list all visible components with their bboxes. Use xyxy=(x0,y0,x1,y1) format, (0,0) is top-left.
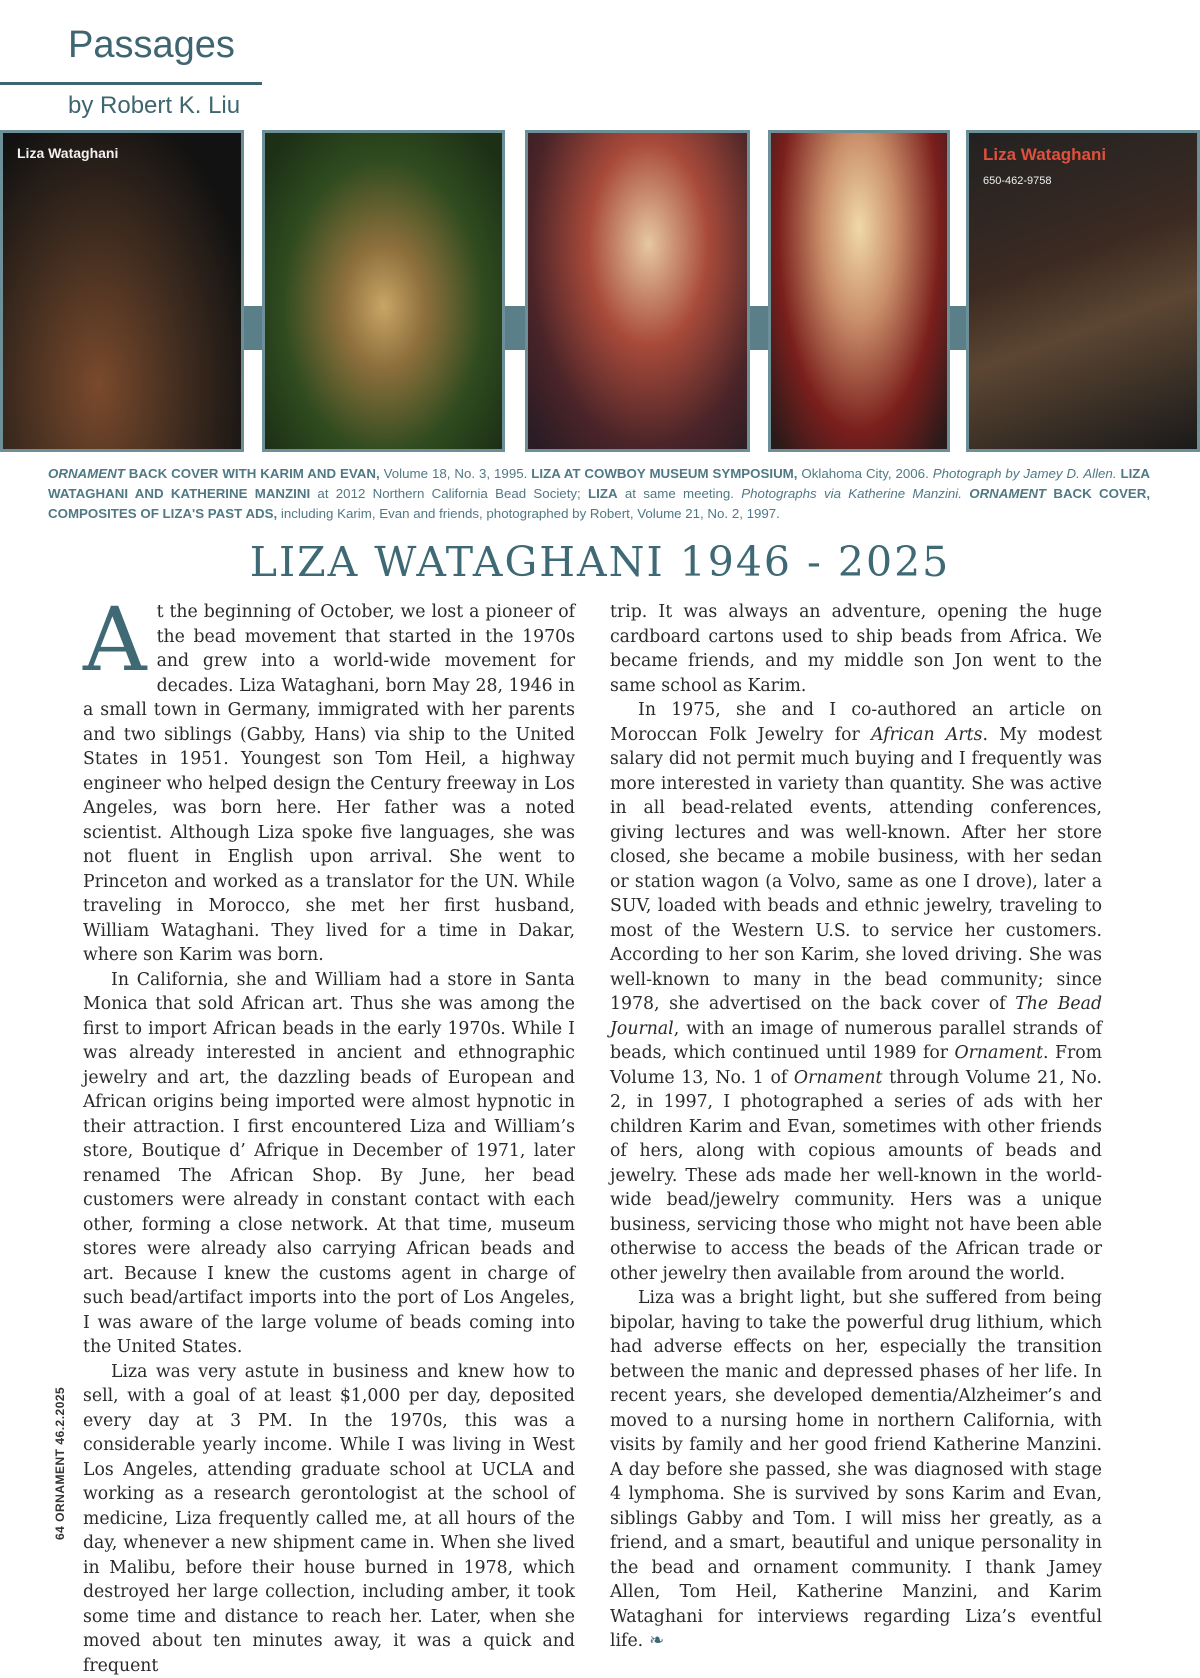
photo-liza-portrait xyxy=(768,130,950,452)
article-title: LIZA WATAGHANI 1946 - 2025 xyxy=(0,538,1200,586)
photo-caption: ORNAMENT BACK COVER WITH KARIM AND EVAN, Volume 18, No. 3, 1995. LIZA AT COWBOY MUSEUM SYMPOSIUM, Oklahoma City, 2006. Photograph by Jamey D. Allen. LIZA WATAGHANI AND KATHERINE MANZINI at 2012 Northern California Bead Society; LIZA at same meeting. Photographs via Katherine Manzini. ORNAMENT BACK COVER, COMPOSITES OF LIZA'S PAST ADS, including Karim, Evan and friends, photographed by Robert, Volume 21, No. 2, 1997. xyxy=(48,464,1150,524)
article-column-right xyxy=(610,600,1102,1654)
article-column-left xyxy=(83,600,575,1678)
ornament-end-icon: ❧ xyxy=(649,1630,664,1651)
photo-overlay-title: Liza Wataghani xyxy=(17,145,118,161)
photo-strip xyxy=(0,130,1200,452)
paragraph: At the beginning of October, we lost a pioneer of the bead movement that started in the 1970s and grew into a world-wide movement for decades. Liza Wataghani, born May 28, 1946 in a small town in Germany, immigrated with her parents and two siblings (Gabby, Hans) via ship to the United States in 1951. Youngest son Tom Heil, a highway engineer who helped design the Century freeway in Los Angeles, was born here. Her father was a noted scientist. Although Liza spoke five languages, she was not fluent in English upon arrival. She went to Princeton and worked as a translator for the UN. While traveling in Morocco, she met her first husband, William Wataghani. They lived for a time in Dakar, where son Karim was born. xyxy=(83,600,575,968)
section-header xyxy=(0,18,262,120)
paragraph: In 1975, she and I co-authored an article on Moroccan Folk Jewelry for African Arts. My modest salary did not permit much buying and I frequently was more interested in variety than quantity. She was active in all bead-related events, attending conferences, giving lectures and was well-known. After her store closed, she became a mobile business, with her sedan or station wagon (a Volvo, same as one I drove), later a SUV, loaded with beads and ethnic jewelry, traveling to most of the Western U.S. to service her customers. According to her son Karim, she loved driving. She was well-known to many in the bead community; since 1978, she advertised on the back cover of The Bead Journal, with an image of numerous parallel strands of beads, which continued until 1989 for Ornament. From Volume 13, No. 1 of Ornament through Volume 21, No. 2, in 1997, I photographed a series of ads with her children Karim and Evan, sometimes with other friends of hers, along with copious amounts of beads and jewelry. These ads made her well-known in the world-wide bead/jewelry community. Hers was a unique business, servicing those who might not have been able otherwise to access the beads of the African trade or other jewelry then available from around the world. xyxy=(610,698,1102,1286)
paragraph: In California, she and William had a store in Santa Monica that sold African art. Thus she was among the first to import African beads in the early 1970s. While I was already interested in ancient and ethnographic jewelry and art, the dazzling beads of European and African origins being imported were almost hypnotic in their attraction. I first encountered Liza and William’s store, Boutique d’ Afrique in December of 1971, later renamed The African Shop. By June, her bead customers were already in constant contact with each other, forming a close network. At that time, museum stores were already also carrying African beads and art. Because I knew the customs agent in charge of such bead/artifact imports into the port of Los Angeles, I was aware of the large volume of beads coming into the United States. xyxy=(83,968,575,1360)
photo-back-cover-karim-evan xyxy=(0,130,244,452)
photo-overlay-phone: 650-462-9758 xyxy=(983,175,1052,187)
page-folio: 64 ORNAMENT 46.2.2025 xyxy=(53,1387,67,1540)
photo-overlay-title: Liza Wataghani xyxy=(983,145,1106,165)
photo-cowboy-museum xyxy=(262,130,505,452)
section-title: Passages xyxy=(68,18,262,78)
photo-liza-katherine xyxy=(525,130,750,452)
paragraph: trip. It was always an adventure, opening the huge cardboard cartons used to ship beads from Africa. We became friends, and my middle son Jon went to the same school as Karim. xyxy=(610,600,1102,698)
paragraph: Liza was a bright light, but she suffered from being bipolar, having to take the powerful drug lithium, which had adverse effects on her, especially the transition between the manic and depressed phases of her life. In recent years, she developed dementia/Alzheimer’s and moved to a nursing home in northern California, with visits by family and her good friend Katherine Manzini. A day before she passed, she was diagnosed with stage 4 lymphoma. She is survived by sons Karim and Evan, siblings Gabby and Tom. I will miss her greatly, as a friend, and a smart, beautiful and unique personality in the bead and ornament community. I thank Jamey Allen, Tom Heil, Katherine Manzini, and Karim Wataghani for interviews regarding Liza’s eventful life. ❧ xyxy=(610,1286,1102,1654)
drop-cap: A xyxy=(83,604,147,676)
photo-ads-composite xyxy=(966,130,1200,452)
paragraph: Liza was very astute in business and knew how to sell, with a goal of at least $1,000 per day, deposited every day at 3 PM. In the 1970s, this was a considerable yearly income. While I was living in West Los Angeles, attending graduate school at UCLA and working as a research gerontologist at the school of medicine, Liza frequently called me, at all hours of the day, whenever a new shipment came in. When she lived in Malibu, before their house burned in 1978, which destroyed her large collection, including amber, it took some time and distance to reach her. Later, when she moved about ten minutes away, it was a quick and frequent xyxy=(83,1360,575,1678)
byline: by Robert K. Liu xyxy=(68,92,262,120)
section-rule xyxy=(0,82,262,85)
